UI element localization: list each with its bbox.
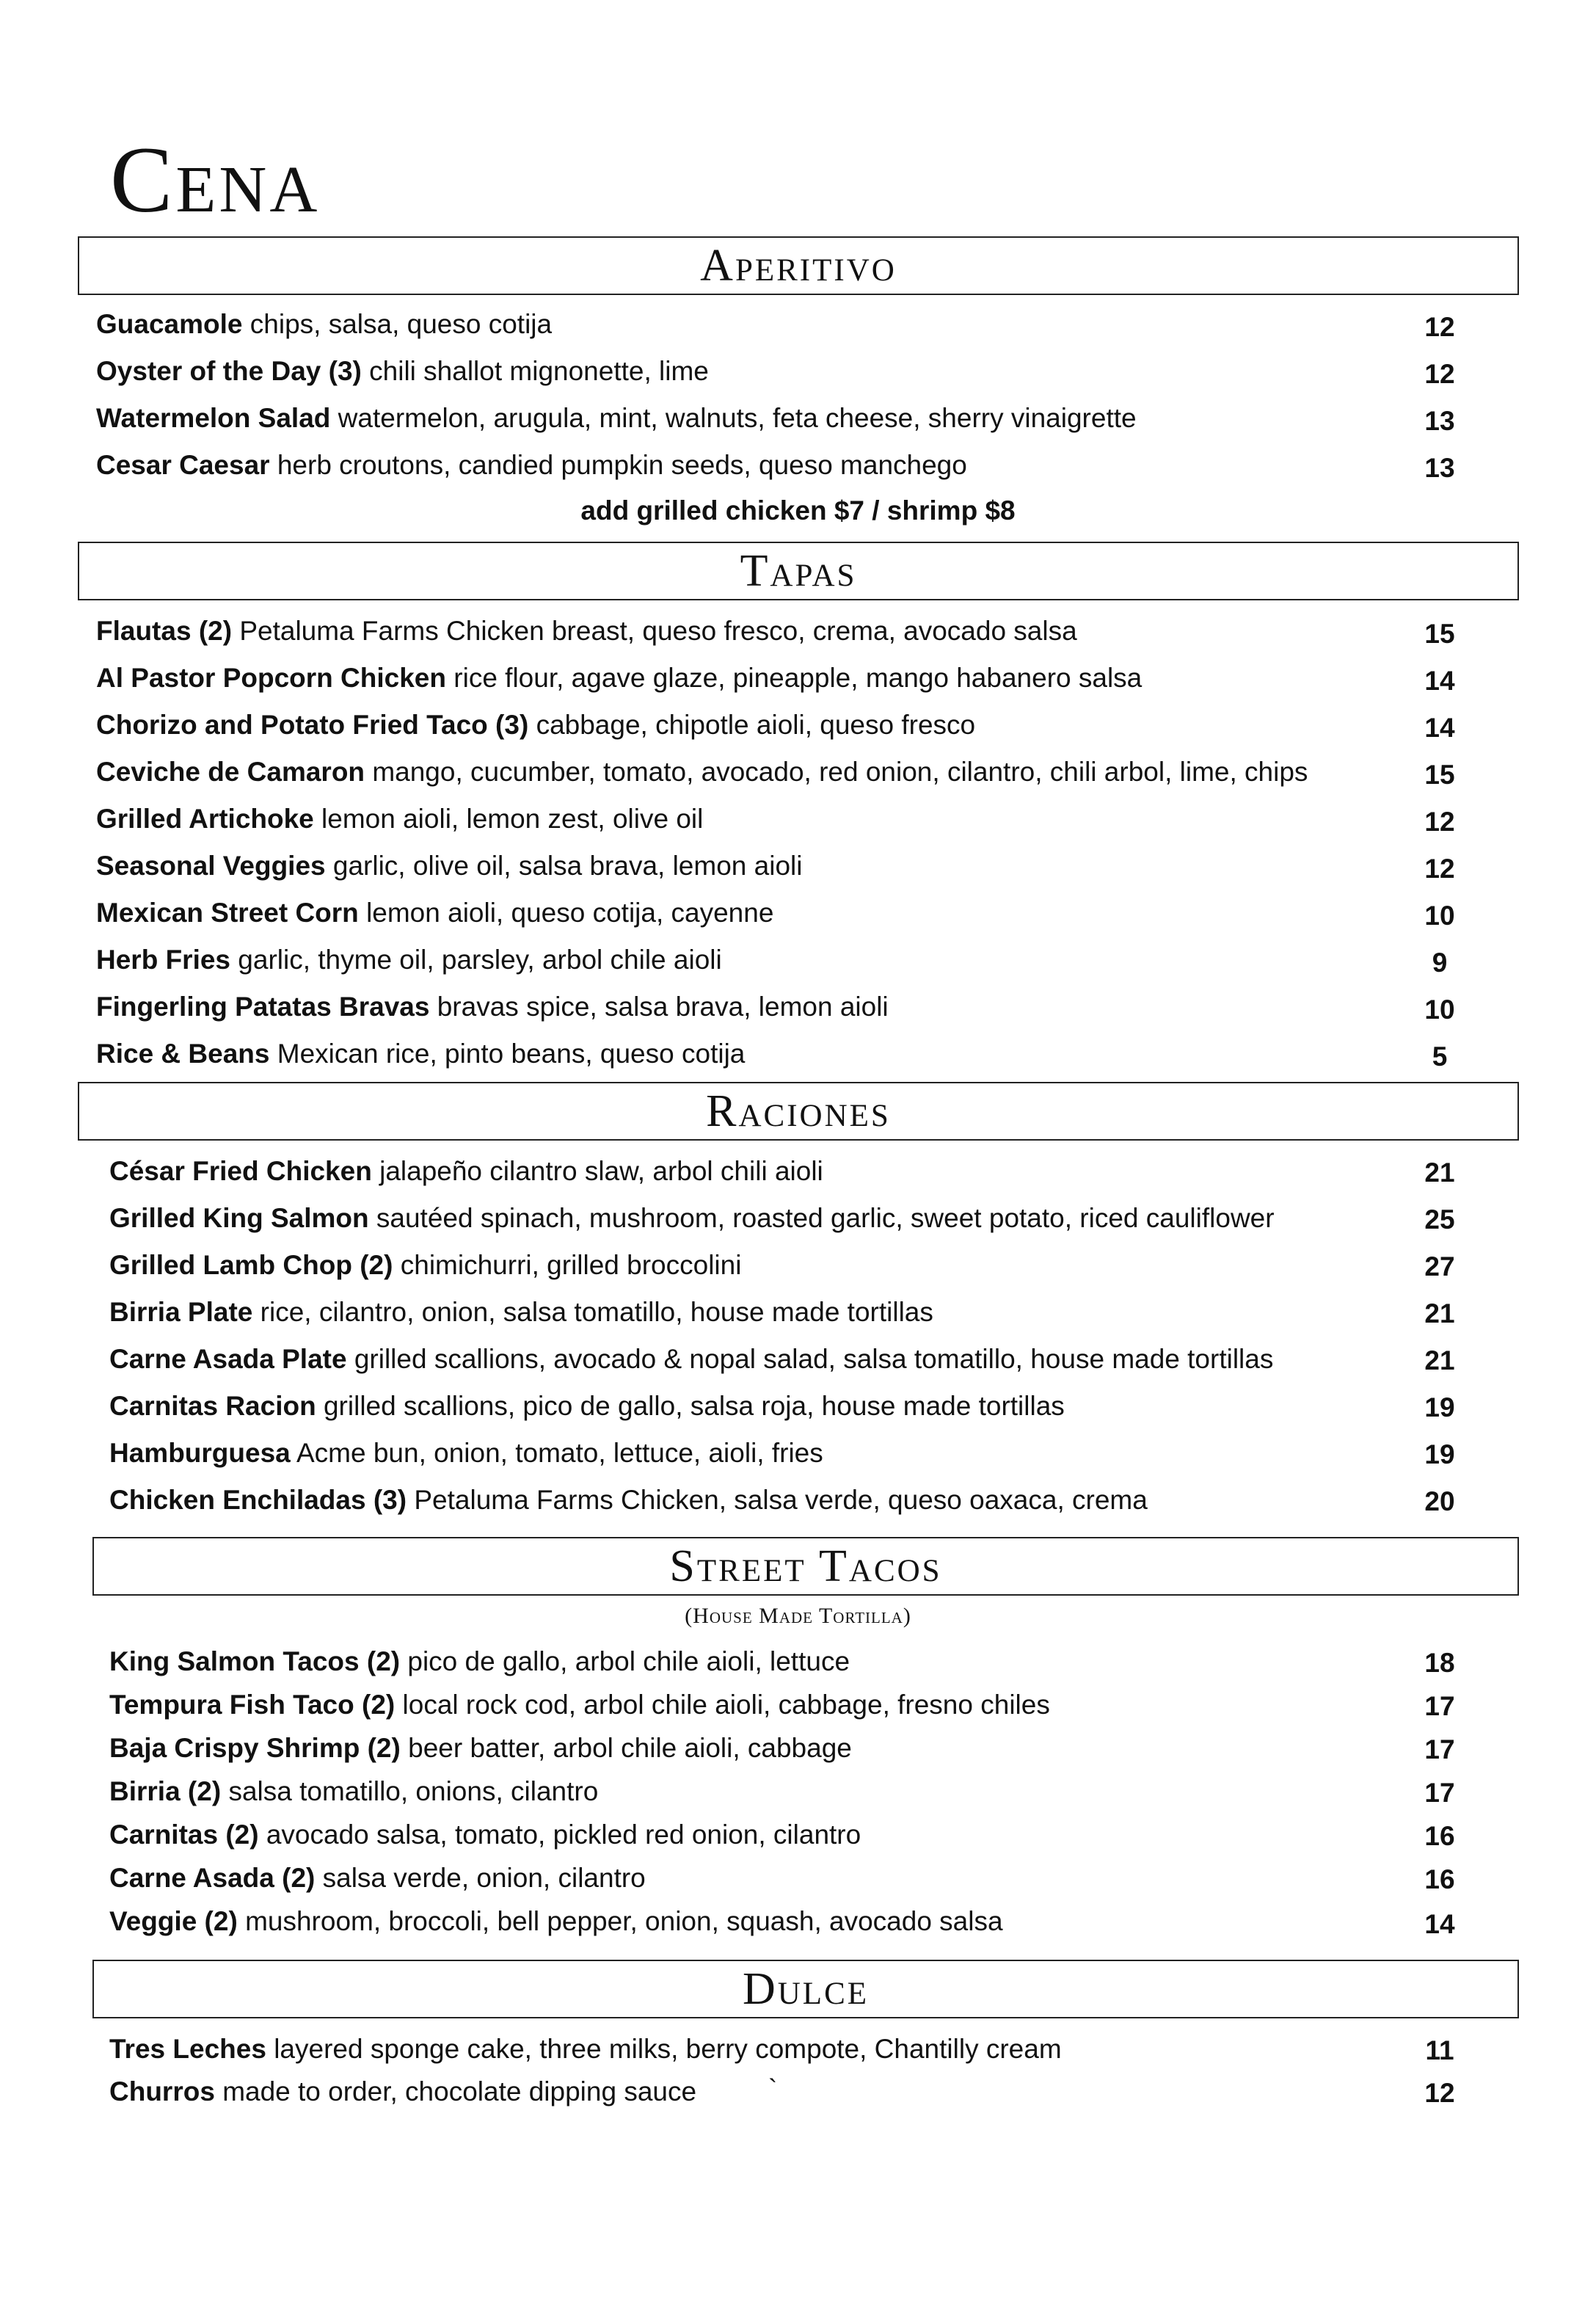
item-description: sautéed spinach, mushroom, roasted garlic, sweet potato, riced cauliflower	[376, 1203, 1275, 1233]
item-price: 16	[1424, 1864, 1455, 1894]
item-price: 21	[1424, 1345, 1455, 1375]
menu-item	[96, 445, 967, 486]
menu-item	[109, 1339, 1273, 1380]
item-price: 13	[1424, 406, 1455, 436]
menu-item	[96, 939, 722, 981]
menu-item	[109, 1198, 1275, 1239]
item-name: Ceviche de Camaron	[96, 757, 365, 787]
item-price: 20	[1424, 1486, 1455, 1516]
item-price: 14	[1424, 666, 1455, 696]
item-name: Chicken Enchiladas (3)	[109, 1485, 407, 1515]
item-name: Carnitas Racion	[109, 1391, 316, 1421]
item-price: 21	[1424, 1157, 1455, 1188]
menu-item	[96, 752, 1308, 793]
item-description: rice flour, agave glaze, pineapple, mango habanero salsa	[453, 663, 1143, 693]
menu-item	[96, 351, 709, 392]
item-price: 12	[1424, 807, 1455, 837]
item-price: 19	[1424, 1439, 1455, 1469]
item-description: garlic, olive oil, salsa brava, lemon aioli	[332, 851, 803, 881]
menu-item	[109, 1901, 1003, 1942]
item-price: 11	[1425, 2035, 1454, 2065]
menu-item	[96, 611, 1077, 652]
item-name: Tres Leches	[109, 2034, 266, 2064]
item-description: Mexican rice, pinto beans, queso cotija	[277, 1039, 746, 1069]
item-name: Guacamole	[96, 309, 243, 339]
item-description: pico de gallo, arbol chile aioli, lettuce	[407, 1646, 850, 1676]
add-on-note: add grilled chicken $7 / shrimp $8	[580, 495, 1016, 526]
item-price: 17	[1424, 1691, 1455, 1721]
menu-item	[109, 1433, 823, 1474]
menu-item	[109, 1858, 646, 1899]
item-price: 5	[1432, 1042, 1448, 1072]
item-name: Rice & Beans	[96, 1039, 270, 1069]
item-name: Seasonal Veggies	[96, 851, 326, 881]
item-price: 9	[1432, 948, 1448, 978]
item-description: rice, cilantro, onion, salsa tomatillo, house made tortillas	[260, 1297, 933, 1327]
item-description: lemon aioli, queso cotija, cayenne	[366, 898, 774, 928]
menu-item	[109, 1684, 1050, 1726]
item-price: 14	[1424, 713, 1455, 743]
item-description: cabbage, chipotle aioli, queso fresco	[536, 710, 976, 740]
menu-item	[96, 658, 1142, 699]
item-name: Carne Asada Plate	[109, 1344, 347, 1374]
item-name: Tempura Fish Taco (2)	[109, 1690, 396, 1720]
item-description: lemon aioli, lemon zest, olive oil	[321, 804, 704, 834]
item-name: Herb Fries	[96, 945, 231, 975]
section-heading-tapas: Tapas	[78, 542, 1519, 600]
item-name: Fingerling Patatas Bravas	[96, 992, 430, 1022]
item-price: 15	[1424, 619, 1455, 649]
item-description: Petaluma Farms Chicken, salsa verde, queso oaxaca, crema	[414, 1485, 1148, 1515]
item-name: Birria (2)	[109, 1776, 222, 1806]
item-price: 25	[1424, 1204, 1455, 1235]
item-price: 13	[1424, 453, 1455, 483]
item-price: 15	[1424, 760, 1455, 790]
item-name: Churros	[109, 2076, 215, 2106]
item-description: herb croutons, candied pumpkin seeds, queso manchego	[277, 450, 967, 480]
item-name: King Salmon Tacos (2)	[109, 1646, 401, 1676]
menu-item	[96, 986, 889, 1028]
item-description: garlic, thyme oil, parsley, arbol chile aioli	[238, 945, 722, 975]
menu-item	[96, 893, 773, 934]
item-description: chimichurri, grilled broccolini	[400, 1250, 742, 1280]
item-price: 12	[1424, 854, 1455, 884]
item-name: Oyster of the Day (3)	[96, 356, 362, 386]
item-name: Flautas (2)	[96, 616, 233, 646]
item-description: Acme bun, onion, tomato, lettuce, aioli, fries	[296, 1438, 823, 1468]
item-description: beer batter, arbol chile aioli, cabbage	[408, 1733, 852, 1763]
menu-item	[96, 846, 802, 887]
section-heading-raciones: Raciones	[78, 1082, 1519, 1141]
item-name: Veggie (2)	[109, 1906, 238, 1936]
menu-item	[109, 1245, 741, 1286]
menu-item	[96, 398, 1137, 439]
item-price: 10	[1424, 995, 1455, 1025]
item-description: bravas spice, salsa brava, lemon aioli	[437, 992, 889, 1022]
menu-item	[96, 1033, 745, 1075]
item-name: Cesar Caesar	[96, 450, 270, 480]
item-description: Petaluma Farms Chicken breast, queso fresco, crema, avocado salsa	[239, 616, 1077, 646]
item-name: César Fried Chicken	[109, 1156, 372, 1186]
menu-item	[96, 304, 552, 345]
item-name: Grilled Artichoke	[96, 804, 314, 834]
item-name: Grilled King Salmon	[109, 1203, 369, 1233]
section-subheading: (House Made Tortilla)	[685, 1604, 911, 1628]
item-price: 12	[1424, 2078, 1455, 2108]
item-description: chili shallot mignonette, lime	[369, 356, 709, 386]
item-price: 27	[1424, 1251, 1455, 1282]
menu-item	[109, 1480, 1148, 1521]
section-heading-dulce: Dulce	[92, 1960, 1519, 2018]
menu-title: Cena	[110, 128, 321, 232]
item-name: Baja Crispy Shrimp (2)	[109, 1733, 401, 1763]
stray-backtick-mark: `	[768, 2074, 778, 2104]
item-name: Carnitas (2)	[109, 1820, 259, 1850]
menu-item	[109, 1728, 852, 1769]
item-name: Watermelon Salad	[96, 403, 331, 433]
item-description: jalapeño cilantro slaw, arbol chili aioli	[379, 1156, 823, 1186]
item-name: Al Pastor Popcorn Chicken	[96, 663, 446, 693]
item-description: grilled scallions, avocado & nopal salad, salsa tomatillo, house made tortillas	[354, 1344, 1274, 1374]
item-name: Mexican Street Corn	[96, 898, 359, 928]
item-description: watermelon, arugula, mint, walnuts, feta cheese, sherry vinaigrette	[338, 403, 1137, 433]
item-description: layered sponge cake, three milks, berry compote, Chantilly cream	[274, 2034, 1062, 2064]
menu-item	[96, 799, 703, 840]
menu-item	[96, 705, 975, 746]
menu-item	[109, 1386, 1065, 1427]
item-price: 12	[1424, 312, 1455, 342]
menu-item	[109, 2029, 1062, 2070]
item-price: 17	[1424, 1734, 1455, 1764]
item-price: 17	[1424, 1778, 1455, 1808]
item-description: salsa verde, onion, cilantro	[322, 1863, 646, 1893]
menu-item	[109, 1292, 933, 1333]
item-description: local rock cod, arbol chile aioli, cabbage, fresno chiles	[402, 1690, 1050, 1720]
item-price: 10	[1424, 901, 1455, 931]
item-description: grilled scallions, pico de gallo, salsa roja, house made tortillas	[323, 1391, 1065, 1421]
menu-item	[109, 1641, 850, 1682]
menu-item	[109, 1771, 598, 1812]
item-description: avocado salsa, tomato, pickled red onion, cilantro	[266, 1820, 861, 1850]
item-description: mushroom, broccoli, bell pepper, onion, squash, avocado salsa	[245, 1906, 1003, 1936]
item-description: made to order, chocolate dipping sauce	[222, 2076, 697, 2106]
item-name: Hamburguesa	[109, 1438, 291, 1468]
item-name: Chorizo and Potato Fried Taco (3)	[96, 710, 529, 740]
item-price: 18	[1424, 1648, 1455, 1678]
section-heading-aperitivo: Aperitivo	[78, 236, 1519, 295]
item-name: Birria Plate	[109, 1297, 253, 1327]
item-description: chips, salsa, queso cotija	[249, 309, 553, 339]
item-price: 16	[1424, 1821, 1455, 1851]
item-name: Carne Asada (2)	[109, 1863, 316, 1893]
item-description: salsa tomatillo, onions, cilantro	[228, 1776, 599, 1806]
menu-item	[109, 2071, 696, 2112]
item-description: mango, cucumber, tomato, avocado, red onion, cilantro, chili arbol, lime, chips	[372, 757, 1308, 787]
menu-item	[109, 1814, 861, 1855]
item-price: 14	[1424, 1909, 1455, 1939]
item-price: 19	[1424, 1392, 1455, 1422]
menu-item	[109, 1151, 823, 1192]
item-name: Grilled Lamb Chop (2)	[109, 1250, 393, 1280]
item-price: 12	[1424, 359, 1455, 389]
section-heading-street-tacos: Street Tacos	[92, 1537, 1519, 1596]
item-price: 21	[1424, 1298, 1455, 1328]
